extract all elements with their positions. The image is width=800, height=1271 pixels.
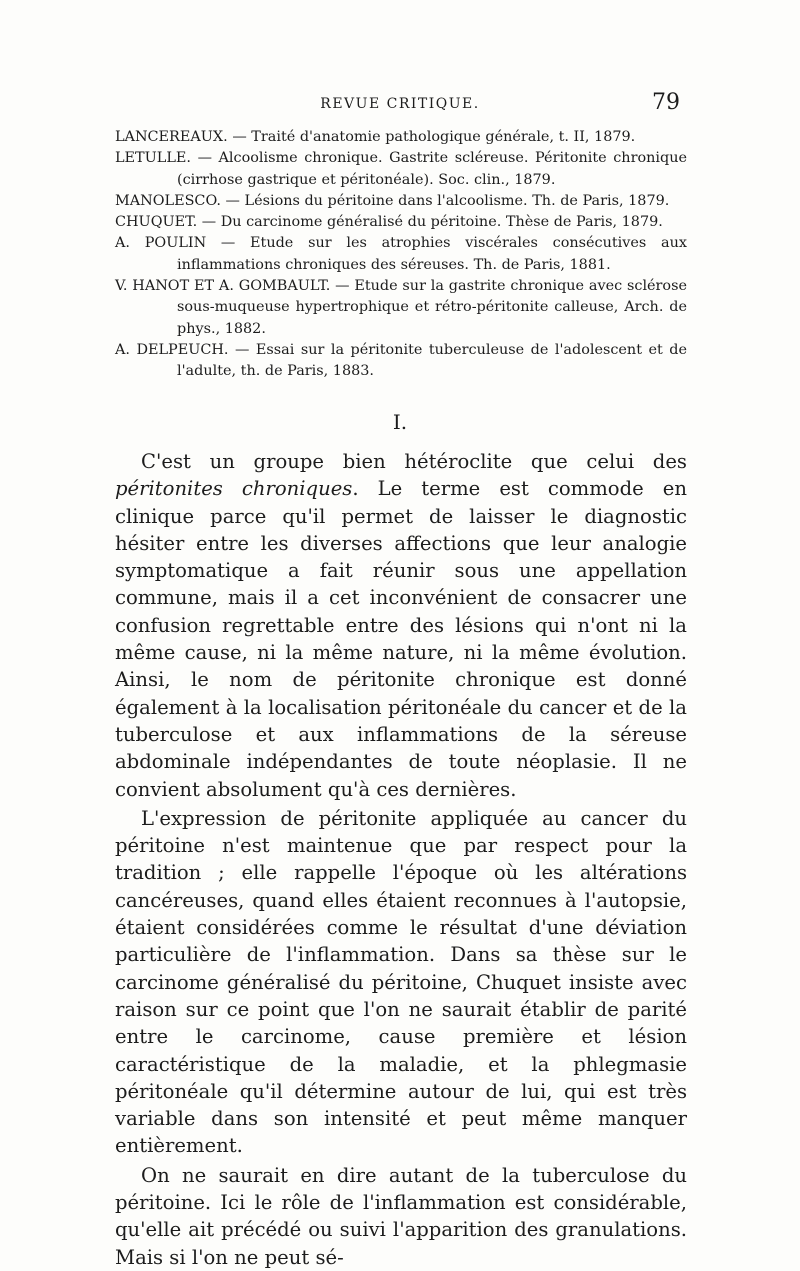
page-number: 79 [652,90,680,115]
paragraph [115,1162,687,1271]
paragraph-text: On ne saurait en dire autant de la tuberculose du péritoine. Ici le rôle de l'inflammation est considérable, qu'elle ait précédé ou suivi l'apparition des granulations. Mais si l'on ne peut sé- [115,1163,687,1269]
ref-text: — Lésions du péritoine dans l'alcoolisme. Th. de Paris, 1879. [220,192,670,209]
bibliography-entry [115,191,687,212]
ref-author: A. POULIN [115,235,207,252]
ref-text: — Etude sur les atrophies viscérales consécutives aux inflammations chroniques des séreuses. Th. de Paris, 1881. [177,235,687,273]
ref-text: — Essai sur la péritonite tuberculeuse de l'adolescent et de l'adulte, th. de Paris, 1883. [177,341,687,380]
bibliography-entry [115,276,687,340]
bibliography-entry [115,148,687,191]
running-head [110,92,690,118]
paragraph-text: C'est un groupe bien hétéroclite que celui des [141,450,687,473]
ref-text: — Du carcinome généralisé du péritoine. Thèse de Paris, 1879. [197,214,663,231]
ref-author: LETULLE. [115,150,191,167]
ref-text: — Alcoolisme chronique. Gastrite scléreuse. Péritonite chronique (cirrhose gastrique et péritonéale). Soc. clin., 1879. [177,150,687,188]
body-text [115,448,687,1271]
bibliography-entry [115,212,687,233]
ref-text: — Etude sur la gastrite chronique avec sclérose sous-muqueuse hypertrophique et rétro-péritonite calleuse, Arch. de phys., 1882. [177,278,688,337]
ref-text: — Traité d'anatomie pathologique générale, t. II, 1879. [227,129,636,145]
ref-author: CHUQUET. [115,214,198,231]
paragraph-text: L'expression de péritonite appliquée au cancer du péritoine n'est maintenue que par respect pour la tradition ; elle rappelle l'époque où les altérations cancéreuses, quand elles étaient reconnues à l'autopsie, étaient considérées comme le résultat d'une déviation particulière de l'inflammation. Dans sa thèse sur le carcinome généralisé du péritoine, Chuquet insiste avec raison sur ce point que l'on ne saurait établir de parité entre le carcinome, cause première et lésion caractéristique de la maladie, et la phlegmasie péritonéale qu'il détermine autour de lui, qui est très variable dans son intensité et peut même manquer entièrement. [115,806,687,1158]
paragraph [115,448,687,803]
paragraph-italic-term: péritonites chroniques [115,477,353,501]
bibliography-list [115,127,687,383]
bibliography-entry [115,127,687,148]
ref-author: V. HANOT ET A. GOMBAULT. [115,278,331,295]
ref-author: A. DELPEUCH. [115,341,229,358]
section-number: I. [392,410,408,434]
running-title: REVUE CRITIQUE. [320,96,480,112]
bibliography-entry [115,340,687,383]
paragraph [115,805,687,1160]
bibliography-entry [115,233,687,276]
ref-author: MANOLESCO. [115,192,221,209]
ref-author: LANCEREAUX. [115,129,228,145]
paragraph-text-continued: . Le terme est commode en clinique parce qu'il permet de laisser le diagnostic hésiter entre les diverses affections que leur analogie symptomatique a fait réunir sous une appellation commune, mais il a cet inconvénient de consacrer une confusion regrettable entre des lésions qui n'ont ni la même cause, ni la même nature, ni la même évolution. Ainsi, le nom de péritonite chronique est donné également à la localisation péritonéale du cancer et de la tuberculose et aux inflammations de la séreuse abdominale indépendantes de toute néoplasie. Il ne convient absolument qu'à ces dernières. [115,477,687,801]
